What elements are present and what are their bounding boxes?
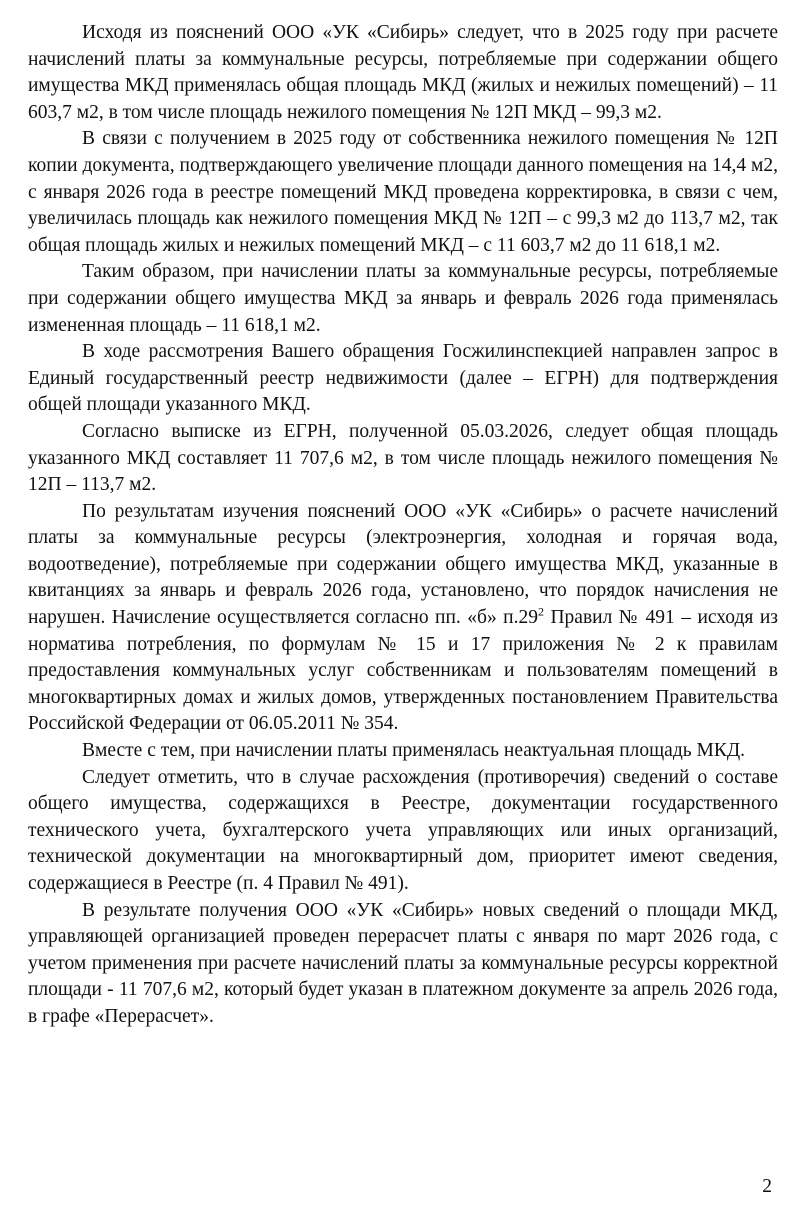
- paragraph-area-correction: В связи с получением в 2025 году от собственника нежилого помещения № 12П копии документа, подтверждающего увеличение площади данного помещения на 14,4 м2, с января 2026 года в реестре помещений МКД проведена корректировка, в связи с чем, увеличилась площадь как нежилого помещения МКД № 12П – с 99,3 м2 до 113,7 м2, так общая площадь жилых и нежилых помещений МКД – с 11 603,7 м2 до 11 618,1 м2.: [28, 128, 778, 256]
- calculation-review-text-end: Правил № 491 – исходя из норматива потребления, по формулам № 15 и 17 приложения № 2 к правилам предоставления коммунальных услуг собственникам и пользователям помещений в многоквартирных домах и жилых домов, утвержденных постановлением Правительства Российской Федерации от 06.05.2011 № 354.: [28, 607, 778, 735]
- paragraph-egrn-extract: Согласно выписке из ЕГРН, полученной 05.03.2026, следует общая площадь указанного МКД составляет 11 707,6 м2, в том числе площадь нежилого помещения № 12П – 113,7 м2.: [28, 420, 778, 496]
- paragraph-recalculation: В результате получения ООО «УК «Сибирь» новых сведений о площади МКД, управляющей организацией проведен перерасчет платы с января по март 2026 года, с учетом применения при расчете начислений платы за коммунальные ресурсы корректной площади - 11 707,6 м2, который будет указан в платежном документе за апрель 2026 года, в графе «Перерасчет».: [28, 899, 778, 1027]
- paragraph-registry-priority: Следует отметить, что в случае расхождения (противоречия) сведений о составе общего имущества, содержащихся в Реестре, документации государственного технического учета, бухгалтерского учета управляющих или иных организаций, технической документации на многоквартирный дом, приоритет имеют сведения, содержащиеся в Реестре (п. 4 Правил № 491).: [28, 766, 778, 894]
- paragraph-explanation: Исходя из пояснений ООО «УК «Сибирь» следует, что в 2025 году при расчете начислений платы за коммунальные ресурсы, потребляемые при содержании общего имущества МКД применялась общая площадь МКД (жилых и нежилых помещений) – 11 603,7 м2, в том числе площадь нежилого помещения № 12П МКД – 99,3 м2.: [28, 22, 778, 123]
- paragraph-egrn-request: В ходе рассмотрения Вашего обращения Госжилинспекцией направлен запрос в Единый государственный реестр недвижимости (далее – ЕГРН) для подтверждения общей площади указанного МКД.: [28, 341, 778, 416]
- paragraph-calculation-review: [28, 499, 778, 738]
- paragraph-conclusion-area: Таким образом, при начислении платы за коммунальные ресурсы, потребляемые при содержании общего имущества МКД за январь и февраль 2026 года применялась измененная площадь – 11 618,1 м2.: [28, 261, 778, 336]
- superscript-number: 2: [537, 604, 544, 619]
- page-number: 2: [762, 1176, 772, 1197]
- calculation-review-text-start: По результатам изучения пояснений ООО «УК «Сибирь» о расчете начислений платы за коммунальные ресурсы (электроэнергия, холодная и горячая вода, водоотведение), потребляемые при содержании общего имущества МКД, указанные в квитанциях за январь и февраль 2026 года, установлено, что порядок начисления не нарушен. Начисление осуществляется согласно пп. «б» п.29: [28, 500, 778, 629]
- document-body: [28, 20, 778, 1031]
- paragraph-outdated-area: Вместе с тем, при начислении платы применялась неактуальная площадь МКД.: [82, 740, 746, 762]
